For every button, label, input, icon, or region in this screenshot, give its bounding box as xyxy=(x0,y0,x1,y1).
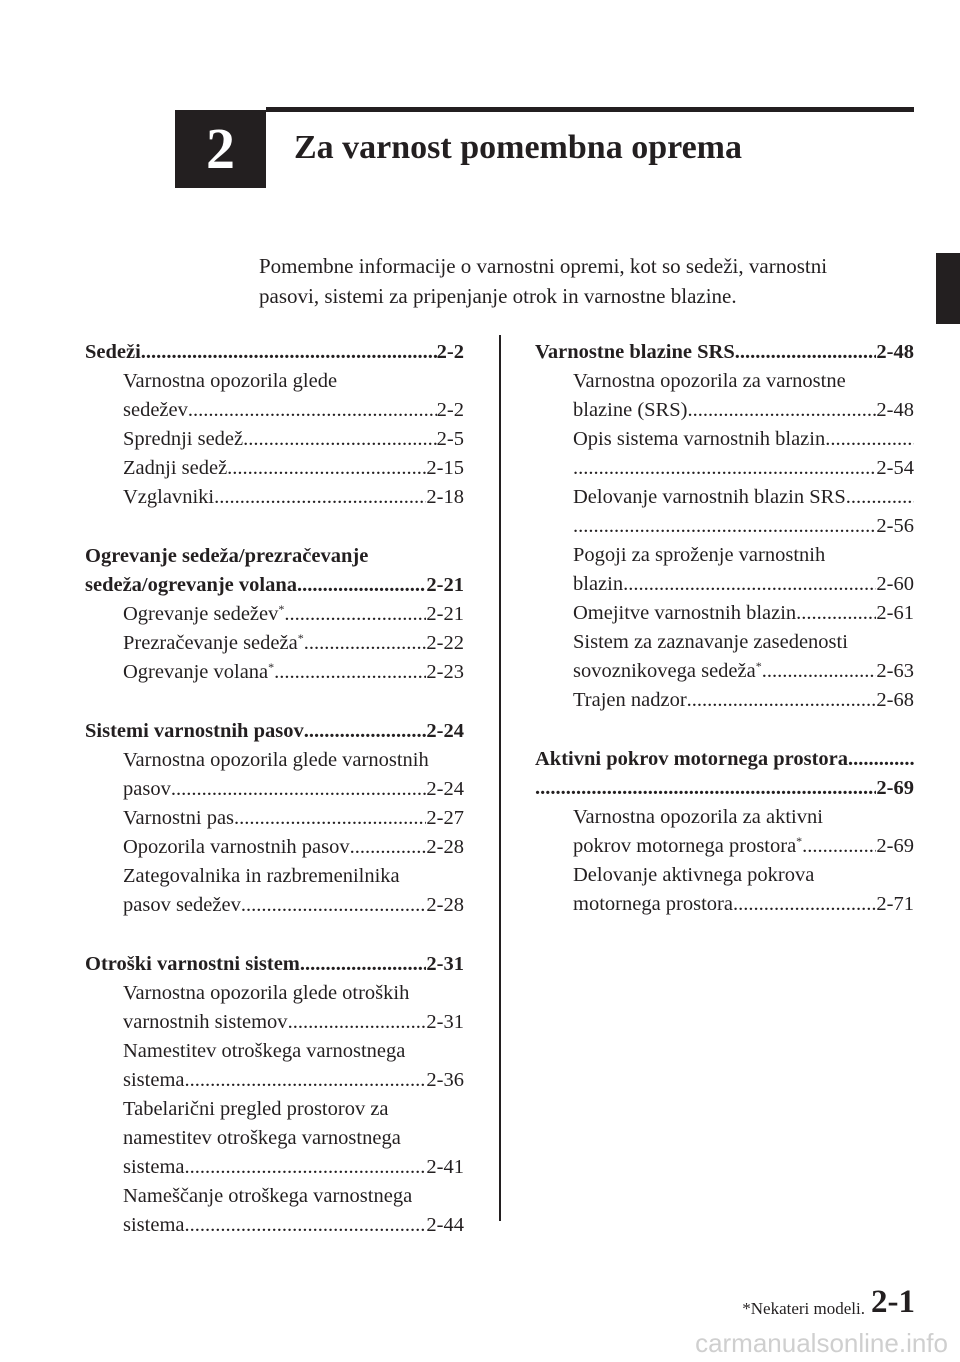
page-ref: 2-2 xyxy=(436,399,464,421)
toc-entry-text[interactable]: Sistem za zaznavanje zasedenosti xyxy=(573,631,848,653)
toc-entry-text[interactable]: Varnostna opozorila glede otroških xyxy=(123,982,410,1004)
page-ref: 2-48 xyxy=(876,399,914,421)
page-ref: 2-61 xyxy=(876,602,914,624)
watermark: carmanualsonline.info xyxy=(695,1328,948,1358)
toc-heading-text[interactable]: Ogrevanje sedeža/prezračevanje xyxy=(85,545,369,567)
toc-section-pokrov xyxy=(535,745,914,919)
toc-entry-link[interactable]: sistema ..... 2-44 xyxy=(85,1211,464,1240)
page-ref: 2-69 xyxy=(876,835,914,857)
toc-entry-link[interactable]: Prezračevanje sedeža* ..... 2-22 xyxy=(85,629,464,658)
toc-section-otroski xyxy=(85,950,464,1240)
page-ref: 2-18 xyxy=(426,486,464,508)
page-ref: 2-56 xyxy=(876,515,914,537)
toc-entry-link[interactable]: Ogrevanje volana* ..... 2-23 xyxy=(85,658,464,687)
footnote-marker: * xyxy=(796,834,803,848)
toc-entry-text[interactable]: Tabelarični pregled prostorov za xyxy=(123,1098,389,1120)
page-ref: 2-31 xyxy=(426,1011,464,1033)
page-ref: 2-5 xyxy=(436,428,464,450)
toc-section-blazine xyxy=(535,338,914,715)
toc-heading-link[interactable]: Varnostne blazine SRS ..... 2-48 xyxy=(535,338,914,367)
page-ref: 2-68 xyxy=(876,689,914,711)
toc-entry-text[interactable]: Varnostna opozorila za aktivni xyxy=(573,806,823,828)
page-ref: 2-48 xyxy=(876,341,914,363)
toc-heading-link[interactable]: Sedeži ..... 2-2 xyxy=(85,338,464,367)
page-ref: 2-41 xyxy=(426,1156,464,1178)
footnote-marker: * xyxy=(278,602,285,616)
toc-section-sedezi xyxy=(85,338,464,512)
page-ref: 2-24 xyxy=(426,778,464,800)
page-ref: 2-2 xyxy=(436,341,464,363)
footnote-marker: * xyxy=(268,660,275,674)
toc-entry-link[interactable]: pasov ..... 2-24 xyxy=(85,775,464,804)
toc-entry-text[interactable]: Varnostna opozorila glede varnostnih xyxy=(123,749,429,771)
page-ref: 2-60 xyxy=(876,573,914,595)
page-ref: 2-28 xyxy=(426,836,464,858)
toc-heading-link[interactable]: Otroški varnostni sistem ..... 2-31 xyxy=(85,950,464,979)
page-ref: 2-23 xyxy=(426,661,464,683)
toc-heading-link[interactable] xyxy=(535,774,914,803)
page-ref: 2-44 xyxy=(426,1214,464,1236)
page-ref: 2-63 xyxy=(876,660,914,682)
toc-right-column xyxy=(535,338,914,949)
page-ref: 2-21 xyxy=(426,574,464,596)
toc-entry-link[interactable]: sovoznikovega sedeža* ..... 2-63 xyxy=(535,657,914,686)
toc-entry-link[interactable]: Trajen nadzor ..... 2-68 xyxy=(535,686,914,715)
toc-entry-text[interactable]: Varnostna opozorila glede xyxy=(123,370,338,392)
toc-entry-link[interactable]: varnostnih sistemov ..... 2-31 xyxy=(85,1008,464,1037)
page-ref: 2-22 xyxy=(426,632,464,654)
toc-entry-link[interactable]: motornega prostora ..... 2-71 xyxy=(535,890,914,919)
page-ref: 2-15 xyxy=(426,457,464,479)
toc-entry-link[interactable]: pokrov motornega prostora* ..... 2-69 xyxy=(535,832,914,861)
page-ref: 2-69 xyxy=(876,777,914,799)
page-ref: 2-54 xyxy=(876,457,914,479)
toc-entry-text[interactable]: Nameščanje otroškega varnostnega xyxy=(123,1185,413,1207)
toc-heading-text[interactable]: Aktivni pokrov motornega prostora ..... xyxy=(535,745,914,774)
chapter-title: Za varnost pomembna oprema xyxy=(294,129,742,166)
toc-entry-text[interactable]: Namestitev otroškega varnostnega xyxy=(123,1040,406,1062)
toc-entry-link[interactable]: sistema ..... 2-36 xyxy=(85,1066,464,1095)
page-ref: 2-71 xyxy=(876,893,914,915)
column-divider xyxy=(499,335,501,1221)
toc-entry-link[interactable]: blazine (SRS) ..... 2-48 xyxy=(535,396,914,425)
toc-entry-link[interactable] xyxy=(535,454,914,483)
toc-entry-link[interactable]: sedežev ..... 2-2 xyxy=(85,396,464,425)
toc-entry-link[interactable]: blazin ..... 2-60 xyxy=(535,570,914,599)
toc-entry-text[interactable]: Delovanje varnostnih blazin SRS ..... xyxy=(535,483,914,512)
footnote: *Nekateri modeli. xyxy=(742,1299,865,1318)
chapter-intro xyxy=(259,251,899,311)
chapter-number: 2 xyxy=(206,116,235,181)
toc-entry-text[interactable]: Pogoji za sproženje varnostnih xyxy=(573,544,826,566)
page-ref: 2-21 xyxy=(426,603,464,625)
toc-heading-link[interactable]: sedeža/ogrevanje volana ..... 2-21 xyxy=(85,571,464,600)
toc-entry-link[interactable]: Vzglavniki ..... 2-18 xyxy=(85,483,464,512)
toc-entry-text[interactable]: Varnostna opozorila za varnostne xyxy=(573,370,846,392)
toc-entry-link[interactable]: Opozorila varnostnih pasov ..... 2-28 xyxy=(85,833,464,862)
toc-entry-link[interactable]: Omejitve varnostnih blazin ..... 2-61 xyxy=(535,599,914,628)
intro-line: Pomembne informacije o varnostni opremi, kot so sedeži, varnostni xyxy=(259,254,828,278)
page-ref: 2-31 xyxy=(426,953,464,975)
footnote-marker: * xyxy=(755,659,762,673)
toc-entry-link[interactable]: Zadnji sedež ..... 2-15 xyxy=(85,454,464,483)
page-ref: 2-27 xyxy=(426,807,464,829)
toc-entry-link[interactable]: pasov sedežev ..... 2-28 xyxy=(85,891,464,920)
toc-left-column xyxy=(85,338,464,1270)
toc-entry-text[interactable]: Opis sistema varnostnih blazin ..... xyxy=(535,425,914,454)
toc-entry-link[interactable]: sistema ..... 2-41 xyxy=(85,1153,464,1182)
page-ref: 2-28 xyxy=(426,894,464,916)
toc-heading-link[interactable]: Sistemi varnostnih pasov ..... 2-24 xyxy=(85,717,464,746)
chapter-number-box xyxy=(175,110,266,188)
footnote-marker: * xyxy=(297,631,304,645)
page-number: 2-1 xyxy=(871,1284,915,1320)
toc-section-ogrevanje xyxy=(85,542,464,687)
toc-section-pasovi xyxy=(85,717,464,920)
page-ref: 2-24 xyxy=(426,720,464,742)
chapter-thumb-tab xyxy=(936,253,960,324)
toc-entry-text[interactable]: Delovanje aktivnega pokrova xyxy=(573,864,815,886)
page-ref: 2-36 xyxy=(426,1069,464,1091)
toc-entry-text[interactable]: Zategovalnika in razbremenilnika xyxy=(123,865,400,887)
title-rule xyxy=(266,107,914,112)
toc-entry-link[interactable]: Ogrevanje sedežev* ..... 2-21 xyxy=(85,600,464,629)
intro-line: pasovi, sistemi za pripenjanje otrok in varnostne blazine. xyxy=(259,284,737,308)
toc-entry-text[interactable]: namestitev otroškega varnostnega xyxy=(123,1127,401,1149)
toc-entry-link[interactable]: Sprednji sedež ..... 2-5 xyxy=(85,425,464,454)
toc-entry-link[interactable]: Varnostni pas ..... 2-27 xyxy=(85,804,464,833)
toc-entry-link[interactable] xyxy=(535,512,914,541)
